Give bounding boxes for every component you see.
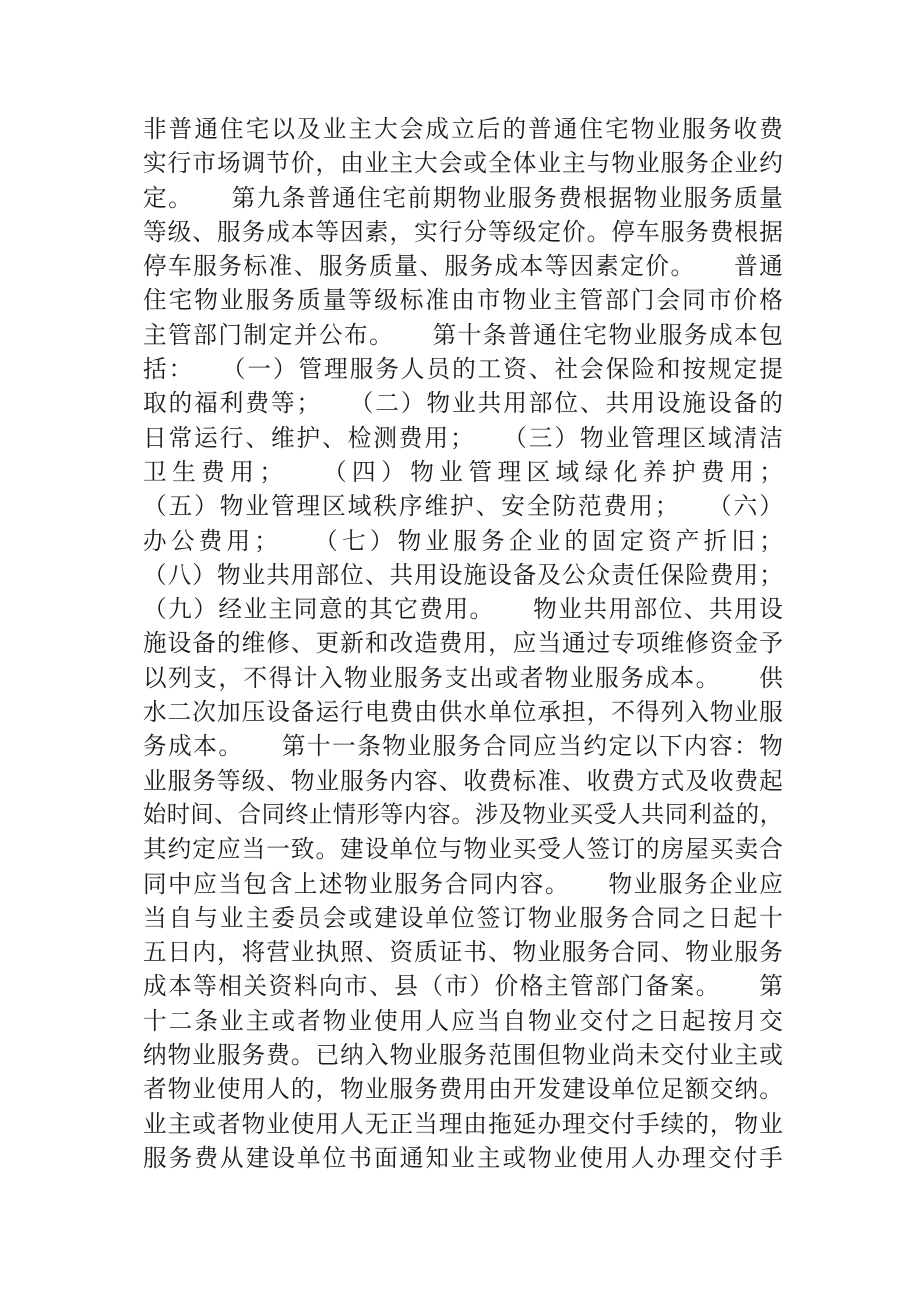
text-line: 停车服务标准、服务质量、服务成本等因素定价。 普通 [143,252,783,281]
text-line: 当自与业主委员会或建设单位签订物业服务合同之日起十 [143,903,783,932]
text-line: 取的福利费等； （二）物业共用部位、共用设施设备的 [143,389,783,418]
text-line: 服务费从建设单位书面通知业主或物业使用人办理交付手 [143,1143,783,1172]
text-line: （八）物业共用部位、共用设施设备及公众责任保险费用； [143,560,783,589]
text-line: 其约定应当一致。建设单位与物业买受人签订的房屋买卖合 [143,835,783,864]
text-line: 成本等相关资料向市、县（市）价格主管部门备案。 第 [143,972,783,1001]
text-line: 实行市场调节价，由业主大会或全体业主与物业服务企业约 [143,149,783,178]
text-line: （九）经业主同意的其它费用。 物业共用部位、共用设 [143,595,783,624]
text-line: 始时间、合同终止情形等内容。涉及物业买受人共同利益的， [143,800,783,828]
body-text [143,112,783,1175]
text-line: 同中应当包含上述物业服务合同内容。 物业服务企业应 [143,869,783,898]
text-line: 主管部门制定并公布。 第十条普通住宅物业服务成本包 [143,320,783,349]
text-line: 十二条业主或者物业使用人应当自物业交付之日起按月交 [143,1006,783,1035]
text-line: 日常运行、维护、检测费用； （三）物业管理区域清洁 [143,423,783,452]
text-line: 纳物业服务费。已纳入物业服务范围但物业尚未交付业主或 [143,1041,783,1070]
text-line: 住宅物业服务质量等级标准由市物业主管部门会同市价格 [143,286,783,315]
text-line: 括： （一）管理服务人员的工资、社会保险和按规定提 [143,355,783,384]
text-line: 卫生费用； （四）物业管理区域绿化养护费用； [143,457,783,486]
text-line: 等级、服务成本等因素，实行分等级定价。停车服务费根据 [143,217,783,246]
text-line: 业主或者物业使用人无正当理由拖延办理交付手续的，物业 [143,1109,783,1138]
text-line: 定。 第九条普通住宅前期物业服务费根据物业服务质量 [143,183,783,212]
text-line: 非普通住宅以及业主大会成立后的普通住宅物业服务收费 [143,115,783,143]
text-line: 施设备的维修、更新和改造费用，应当通过专项维修资金予 [143,629,783,658]
text-line: 业服务等级、物业服务内容、收费标准、收费方式及收费起 [143,766,783,795]
text-line: 者物业使用人的，物业服务费用由开发建设单位足额交纳。 [143,1075,783,1104]
text-line: （五）物业管理区域秩序维护、安全防范费用； （六） [143,492,783,521]
text-line: 水二次加压设备运行电费由供水单位承担，不得列入物业服 [143,698,783,727]
text-line: 务成本。 第十一条物业服务合同应当约定以下内容：物 [143,732,783,761]
text-line: 以列支，不得计入物业服务支出或者物业服务成本。 供 [143,663,783,692]
text-line: 办公费用； （七）物业服务企业的固定资产折旧； [143,526,783,555]
text-line: 五日内，将营业执照、资质证书、物业服务合同、物业服务 [143,938,783,967]
